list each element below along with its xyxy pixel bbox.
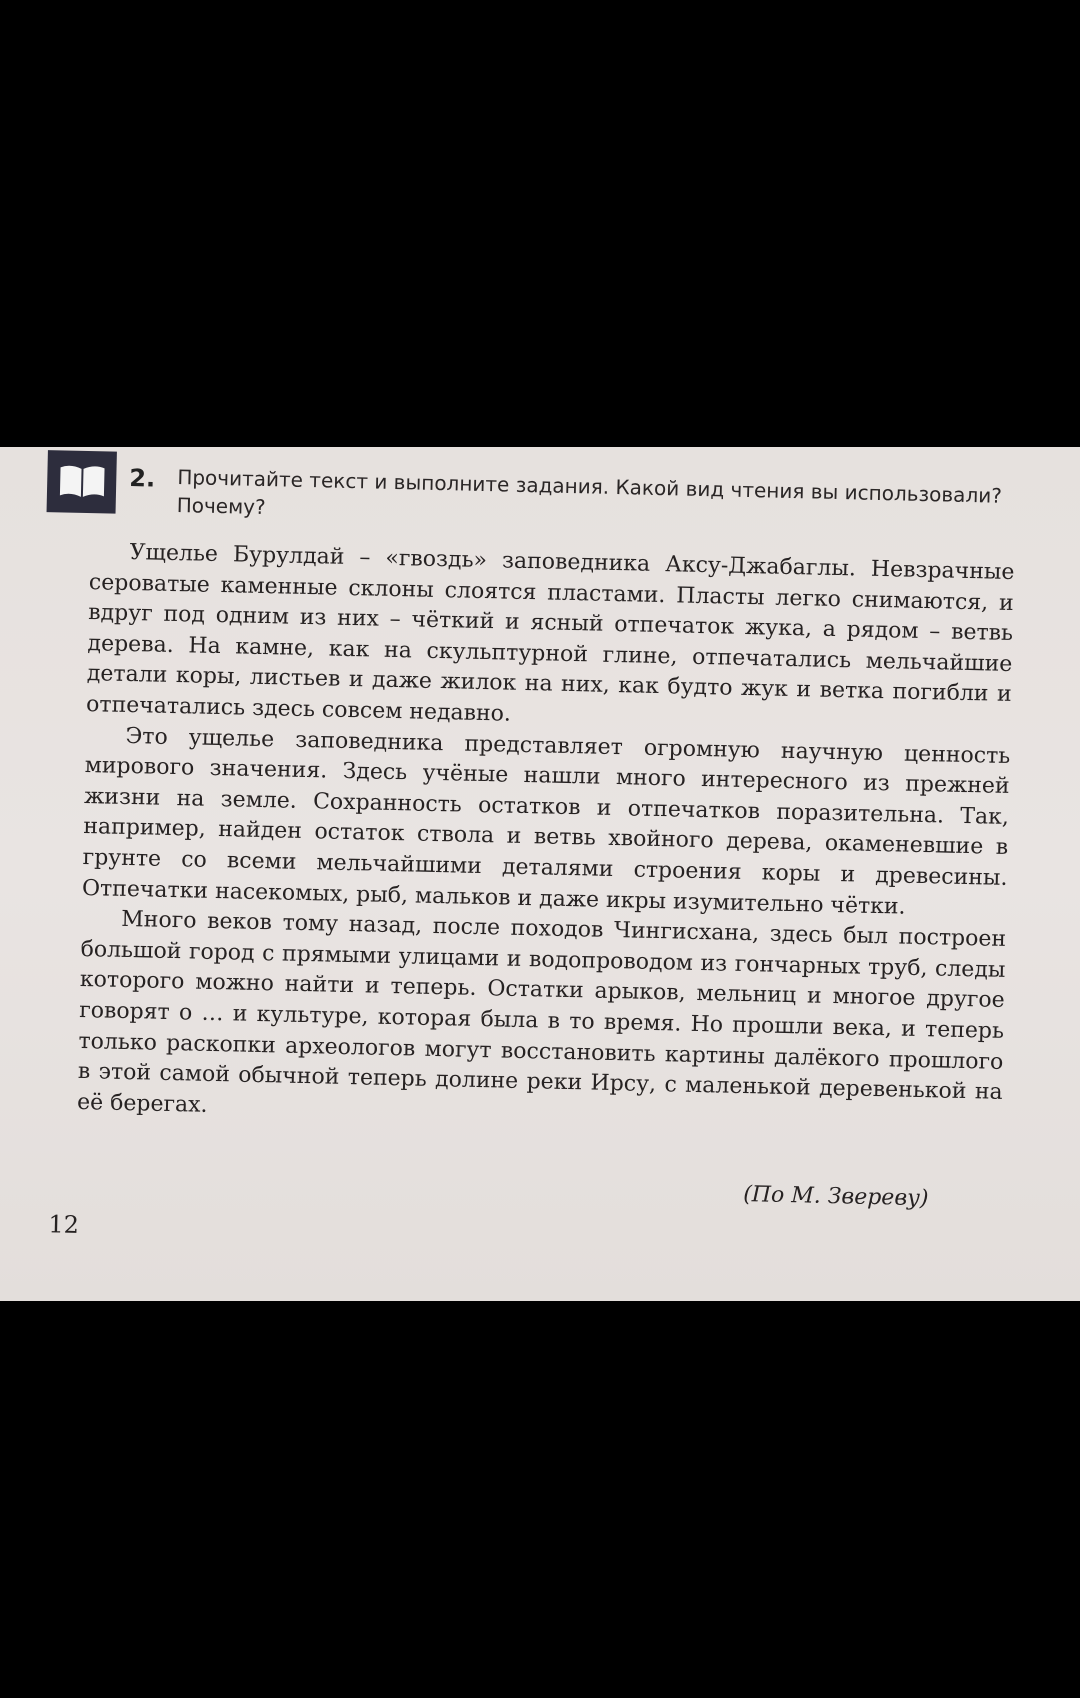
textbook-page (0, 447, 1080, 1301)
open-book-glyph (55, 461, 108, 502)
page-content (0, 447, 1080, 1301)
open-book-icon (47, 450, 117, 514)
paragraph: Много веков тому назад, после походов Чингисхана, здесь был построен большой город с прямыми улицами и водопроводом из гончарных труб, следы которого можно найти и теперь. Остатки арыков, мельниц и многое другое говорят о … и культуре, которая была в то время. Но прошли века, и теперь только раскопки археологов могут восстановить картины далёкого прошлого в этой самой обычной теперь долине реки Ирсу, с маленькой деревенькой на её берегах. (76, 907, 1007, 1118)
paragraph: Это ущелье заповедника представляет огромную научную ценность мирового значения. Здесь учёные нашли много интересного из прежней жизни на земле. Сохранность остатков и отпечатков поразительна. Так, например, найден остаток ствола и ветвь хвойного дерева, окаменевшие в грунте со всеми мельчайшими деталями строения коры и древесины. Отпечатки насекомых, рыб, мальков и даже икры изумительно чётки. (81, 723, 1011, 920)
exercise-number: 2. (129, 463, 156, 493)
exercise-instruction: Прочитайте текст и выполните задания. Какой вид чтения вы использовали? Почему? (176, 465, 1003, 520)
paragraph: Ущелье Бурулдай – «гвоздь» заповедника Аксу-Джабаглы. Невзрачные сероватые каменные склоны слоятся пластами. Пласты легко снимаются, и вдруг под одним из них – чёткий и ясный отпечаток жука, а рядом – ветвь дерева. На камне, как на скульптурной глине, отпечатались мельчайшие детали коры, листьев и даже жилок на них, как будто жук и ветка погибли и отпечатались здесь совсем недавно. (85, 539, 1015, 727)
page-number: 12 (48, 1210, 80, 1239)
reading-passage (77, 537, 1015, 1139)
author-attribution: (По М. Звереву) (742, 1182, 929, 1212)
